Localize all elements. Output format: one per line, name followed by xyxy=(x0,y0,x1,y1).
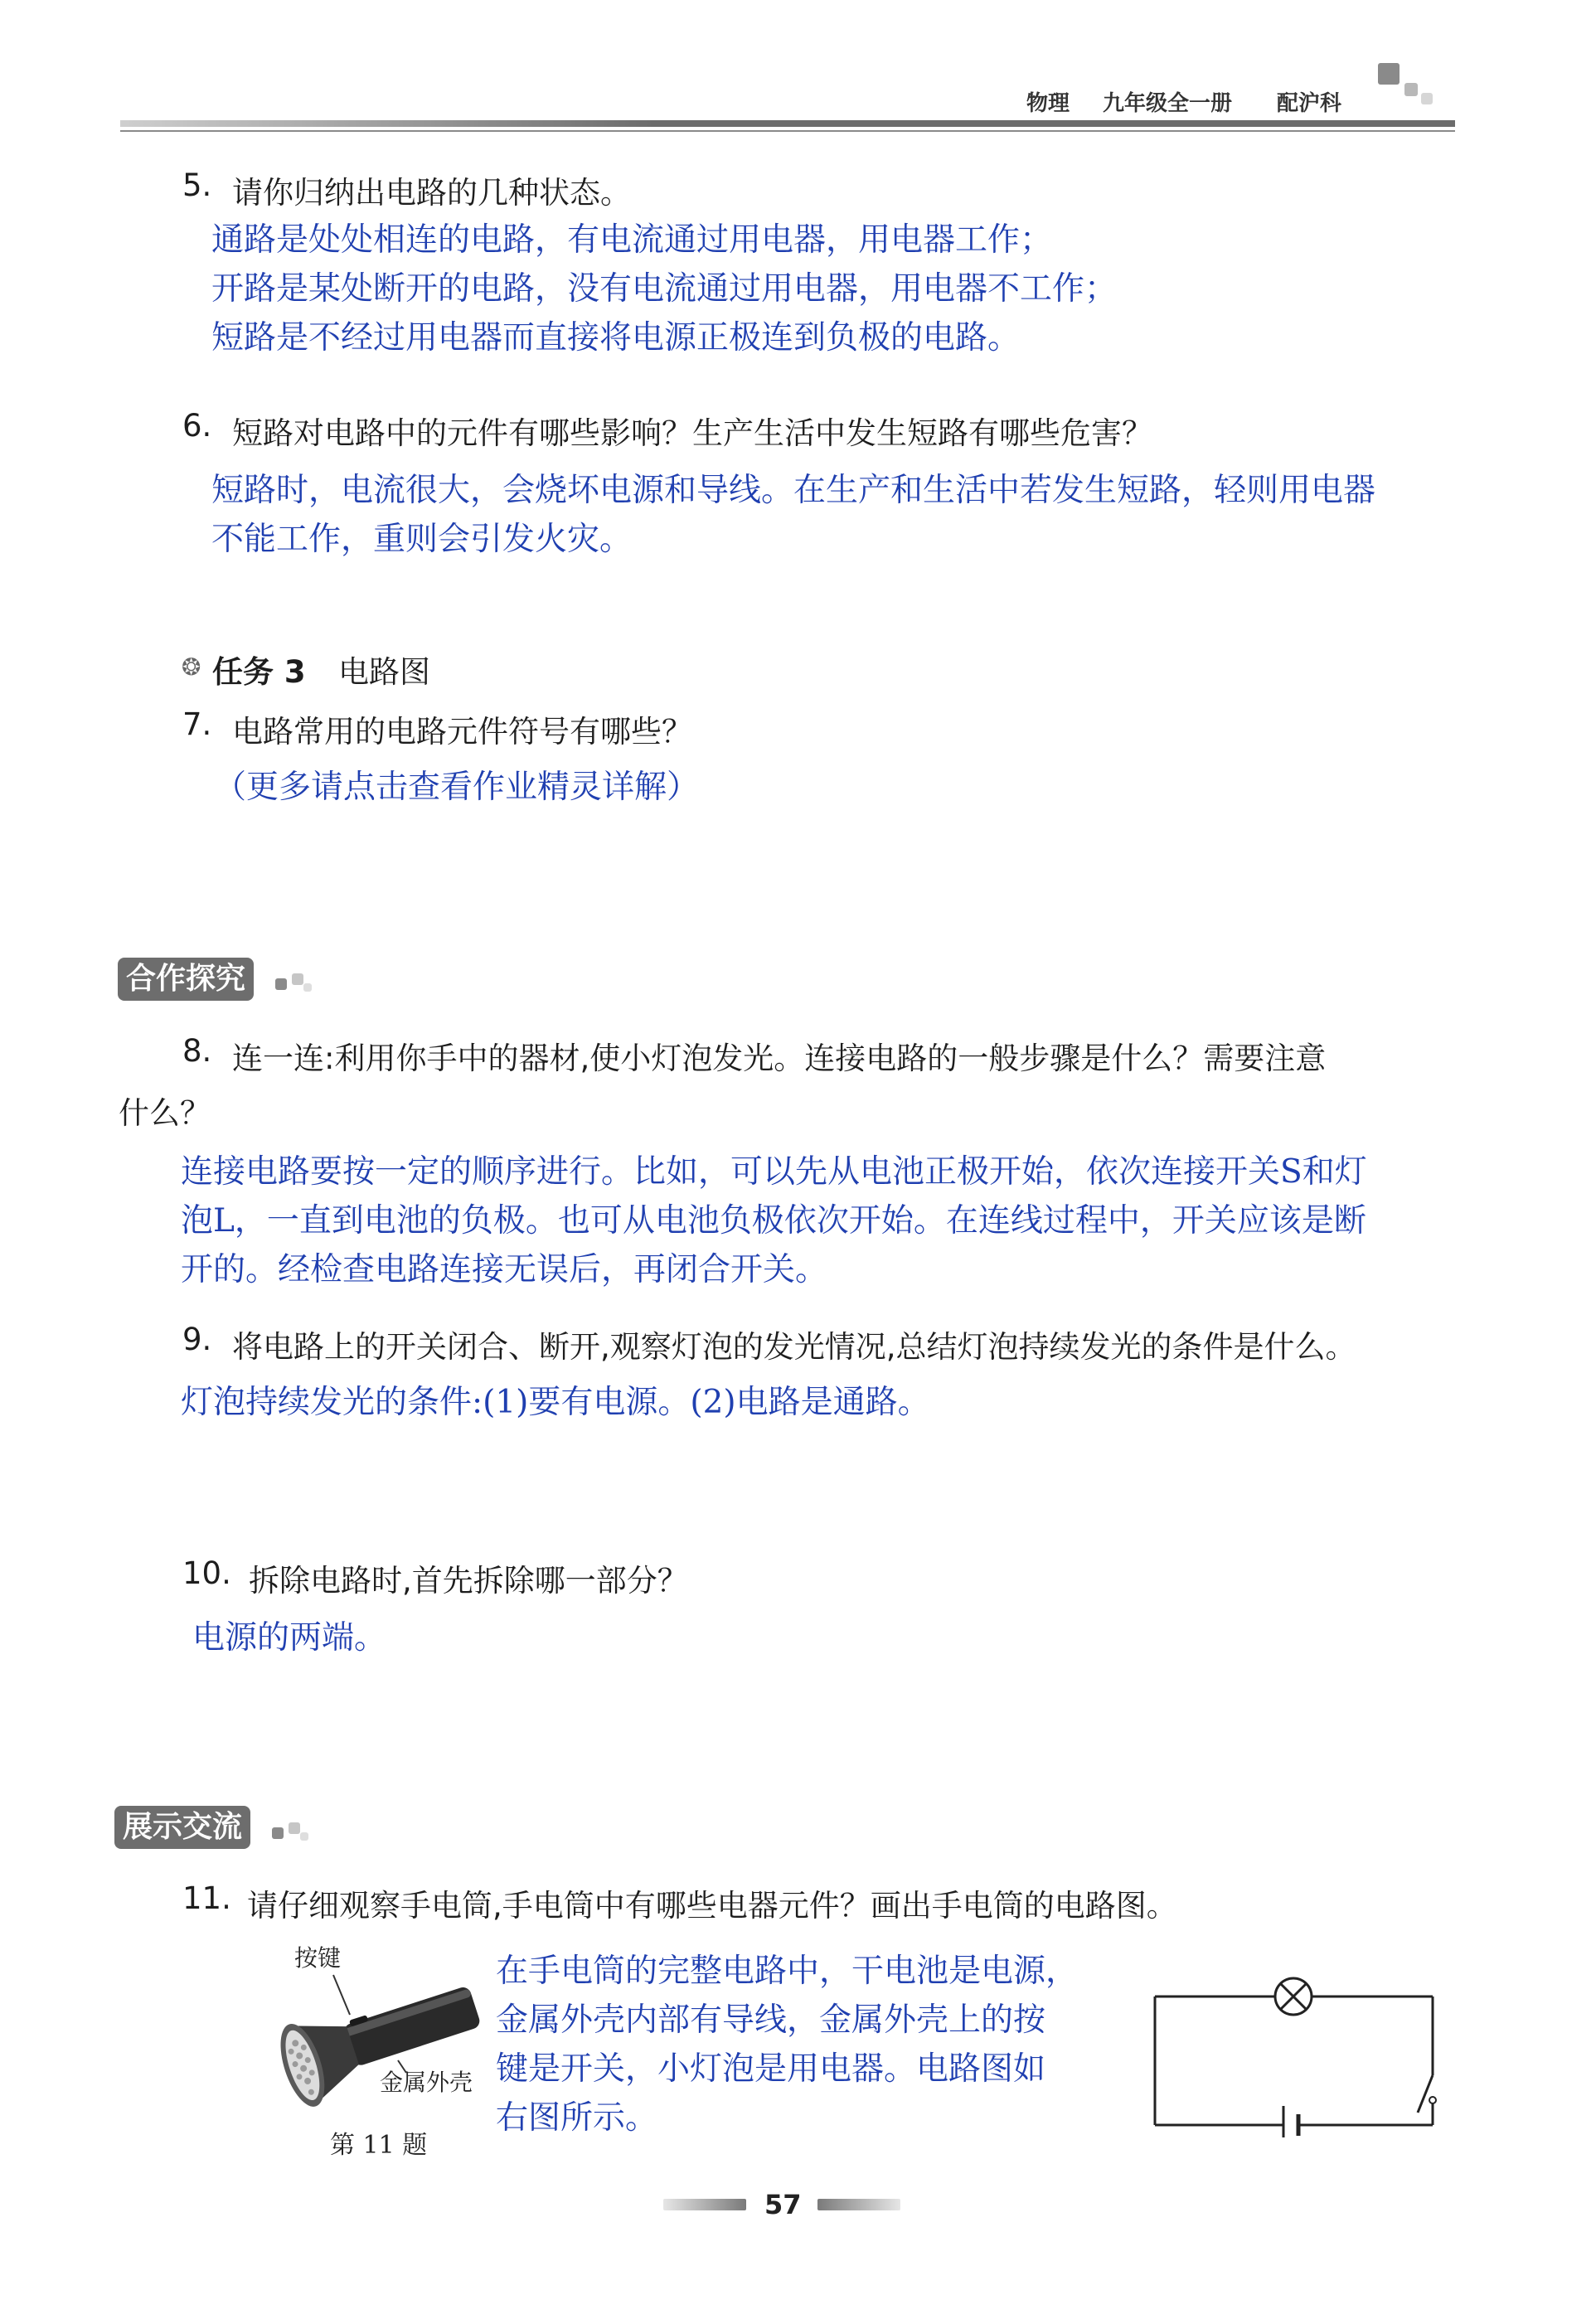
page-number: 57 xyxy=(764,2189,802,2220)
q10-text: 拆除电路时,首先拆除哪一部分？ xyxy=(249,1563,688,1599)
q5-answer-line-2: 开路是某处断开的电路，没有电流通过用电器，用电器不工作； xyxy=(211,270,1118,308)
q8-text-line-1: 连一连:利用你手中的器材,使小灯泡发光。连接电路的一般步骤是什么？需要注意 xyxy=(232,1041,1327,1076)
section-coop-tag: 合作探究 xyxy=(118,958,254,1001)
q8-answer-line-1: 连接电路要按一定的顺序进行。比如，可以先从电池正极开始，依次连接开关S和灯 xyxy=(181,1153,1367,1191)
footer-left-bar xyxy=(663,2199,746,2210)
section-coop-square-2 xyxy=(292,973,303,985)
q6-answer-line-1: 短路时，电流很大，会烧坏电源和导线。在生产和生活中若发生短路，轻则用电器 xyxy=(211,472,1376,509)
flashlight-image xyxy=(274,1957,489,2123)
q8-text-line-2: 什么？ xyxy=(119,1095,211,1131)
q6-number: 6. xyxy=(182,408,212,444)
header-square-dark xyxy=(1378,63,1400,85)
q11-number: 11. xyxy=(182,1880,231,1916)
header-subject: 物理 xyxy=(1026,91,1070,116)
q11-answer-line-4: 右图所示。 xyxy=(496,2099,658,2137)
q8-answer-line-2: 泡L，一直到电池的负极。也可从电池负极依次开始。在连线过程中，开关应该是断 xyxy=(181,1202,1366,1240)
task-gear-icon: ❂ xyxy=(182,653,201,681)
q9-number: 9. xyxy=(182,1322,212,1357)
q10-answer: 电源的两端。 xyxy=(192,1619,387,1657)
footer-right-bar xyxy=(817,2199,900,2210)
q7-number: 7. xyxy=(182,706,212,742)
header-rule-thick xyxy=(120,120,1455,127)
q7-text: 电路常用的电路元件符号有哪些？ xyxy=(232,714,692,750)
q6-text: 短路对电路中的元件有哪些影响？生产生活中发生短路有哪些危害？ xyxy=(232,415,1152,451)
q5-answer-line-1: 通路是处处相连的电路，有电流通过用电器，用电器工作； xyxy=(211,221,1053,259)
section-coop-square-3 xyxy=(303,983,312,992)
section-show-tag: 展示交流 xyxy=(114,1806,250,1849)
circuit-diagram xyxy=(1151,1955,1449,2137)
figure-label-button: 按键 xyxy=(294,1944,342,1972)
q10-number: 10. xyxy=(182,1555,231,1591)
figure-label-shell: 金属外壳 xyxy=(380,2069,473,2096)
header-edition: 配沪科 xyxy=(1277,91,1342,116)
section-show-square-2 xyxy=(289,1822,300,1834)
figure-caption: 第 11 题 xyxy=(330,2131,428,2160)
q9-text: 将电路上的开关闭合、断开,观察灯泡的发光情况,总结灯泡持续发光的条件是什么。 xyxy=(232,1329,1356,1365)
q8-answer-line-3: 开的。经检查电路连接无误后，再闭合开关。 xyxy=(181,1251,828,1288)
lamp-symbol-icon xyxy=(1275,1978,1312,2015)
switch-contact-icon xyxy=(1429,2097,1436,2103)
q11-answer-line-2: 金属外壳内部有导线，金属外壳上的按 xyxy=(496,2001,1046,2039)
section-show-square-3 xyxy=(300,1832,308,1841)
q7-answer: （更多请点击查看作业精灵详解） xyxy=(214,769,700,806)
q11-text: 请仔细观察手电筒,手电筒中有哪些电器元件？画出手电筒的电路图。 xyxy=(247,1888,1177,1924)
q8-number: 8. xyxy=(182,1033,212,1069)
header-square-light xyxy=(1421,93,1433,104)
q11-answer-line-3: 键是开关，小灯泡是用电器。电路图如 xyxy=(496,2050,1046,2088)
q6-answer-line-2: 不能工作，重则会引发火灾。 xyxy=(211,521,633,558)
section-show-square-1 xyxy=(272,1827,284,1839)
task3-label: 任务 3 xyxy=(212,654,306,690)
q5-answer-line-3: 短路是不经过用电器而直接将电源正极连到负极的电路。 xyxy=(211,319,1021,357)
header-rule-thin xyxy=(120,130,1455,132)
q11-answer-line-1: 在手电筒的完整电路中，干电池是电源， xyxy=(496,1953,1079,1990)
header-grade: 九年级全一册 xyxy=(1103,91,1233,116)
task3-title: 电路图 xyxy=(338,654,430,690)
section-coop-square-1 xyxy=(275,978,287,990)
q9-answer: 灯泡持续发光的条件:(1)要有电源。(2)电路是通路。 xyxy=(181,1384,930,1421)
q5-number: 5. xyxy=(182,167,212,203)
q5-text: 请你归纳出电路的几种状态。 xyxy=(232,175,631,211)
header-square-mid xyxy=(1404,83,1418,96)
